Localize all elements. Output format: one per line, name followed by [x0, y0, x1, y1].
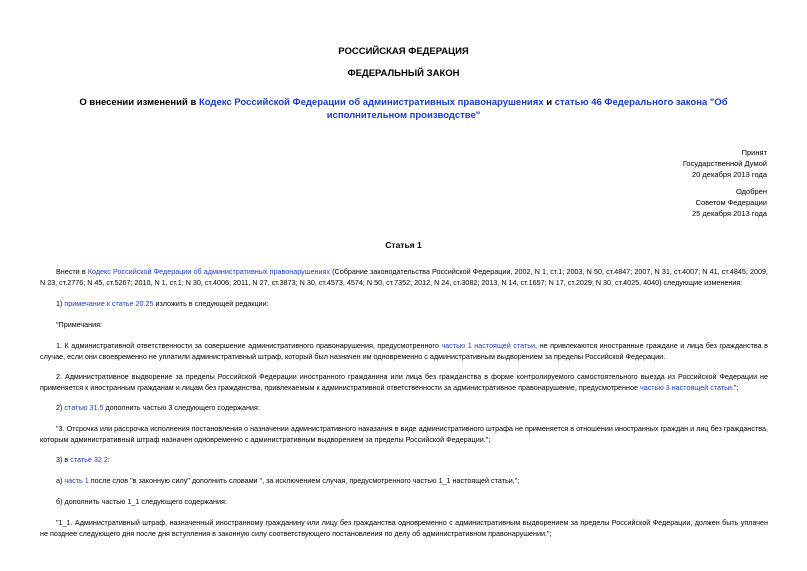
article-32-2-link[interactable]: статье 32.2	[70, 455, 108, 464]
country-heading: РОССИЙСКАЯ ФЕДЕРАЦИЯ	[338, 46, 469, 57]
intro-prefix: Внести в	[56, 267, 88, 276]
intro-rest: (Собрание законодательства Российской Федерации, 2002, N 1, ст.1; 2003, N 50, ст.4847; 2007, N 31, ст.4007; N 41, ст.4845; 2009, N 23, ст.2776; N 45, ст.5267; 2010, N 1, ст.1; N 30, ст.4006; 2011, N 27, ст.3873; N 30, ст.4573, 4574; N 50, ст.7352; 2012, N 24, ст.3082; 2013, N 14, ст.1657; N 17, ст.2029; N 30, ст.4025, 4040) следующие изменения:	[40, 267, 768, 287]
approved-line-1: Одобрен	[736, 187, 767, 196]
note2-rest: .";	[731, 382, 739, 392]
accepted-line-3: 20 декабря 2013 года	[691, 170, 767, 179]
approved-line-3: 25 декабря 2013 года	[691, 209, 767, 218]
item-2	[40, 403, 768, 414]
law-title	[40, 96, 767, 122]
intro-codex-link[interactable]: Кодекс Российской Федерации об административных правонарушениях	[87, 267, 330, 276]
title-prefix: О внесении изменений в	[79, 97, 199, 108]
part-1-link[interactable]: частью 1 настоящей статьи	[441, 341, 536, 350]
item-3b: б) дополнить частью 1_1 следующего содержания:	[56, 497, 227, 506]
note-1	[40, 341, 768, 362]
notes-heading: "Примечания:	[56, 320, 103, 329]
title-middle: и	[543, 97, 555, 108]
part-3-text: "3. Отсрочка или рассрочка исполнения постановления о назначении административного наказания в виде административного штрафа не применяется в отношении иностранных граждан и лиц без гражданства, которым административный штраф назначен одновременно с административным выдворением за пределы Российской Федерации.";	[40, 424, 768, 444]
part-1-32-2-link[interactable]: часть 1	[64, 476, 89, 485]
item3-prefix: 3) в	[56, 455, 71, 464]
article-46-link[interactable]: статью 46 Федерального закона "Об исполнительном производстве"	[326, 97, 728, 121]
item3a-rest: после слов "в законную силу" дополнить словами ", за исключением случая, предусмотренного частью 1_1 настоящей статьи,";	[88, 476, 520, 485]
article-31-5-link[interactable]: статью 31.5	[64, 403, 104, 412]
note1-rest: , не привлекаются иностранные граждане и лица без гражданства в случае, если они своевременно не уплатили административный штраф, который был назначен им одновременно с административным выдворением за пределы Российской Федерации.	[40, 341, 768, 361]
item1-rest: изложить в следующей редакции:	[153, 299, 269, 308]
item3a-prefix: а)	[56, 476, 65, 485]
adoption-duma	[567, 147, 767, 180]
part-1-1-text: "1_1. Административный штраф, назначенный иностранному гражданину или лицу без гражданства одновременно с административным выдворением за пределы Российской Федерации, должен быть уплачен не позднее следующего дня после дня вступления в законную силу соответствующего постановления по делу об административном правонарушении.";	[40, 518, 768, 538]
approved-line-2: Советом Федерации	[695, 198, 767, 207]
article-heading: Статья 1	[385, 240, 422, 250]
item1-prefix: 1)	[56, 299, 65, 308]
note-20-25-link[interactable]: примечание к статье 20.25	[64, 299, 154, 308]
accepted-line-1: Принят	[741, 148, 767, 157]
article-intro	[40, 267, 768, 288]
item2-rest: дополнить частью 3 следующего содержания:	[103, 403, 260, 412]
accepted-line-2: Государственной Думой	[682, 159, 767, 168]
note-2	[40, 372, 768, 393]
item-3	[40, 455, 768, 466]
item2-prefix: 2)	[56, 403, 65, 412]
item-3a	[40, 476, 768, 487]
item-1	[40, 299, 768, 310]
codex-link[interactable]: Кодекс Российской Федерации об административных правонарушениях	[198, 97, 544, 108]
adoption-federation-council	[567, 186, 767, 219]
part-3-link[interactable]: частью 3 настоящей статьи	[639, 382, 732, 392]
note1-prefix: 1. К административной ответственности за совершение административного правонарушения, предусмотренного	[56, 341, 442, 350]
note2-prefix: 2. Административное выдворение за пределы Российской Федерации иностранного гражданина или лица без гражданства в форме контролируемого самостоятельного выезда из Российской Федерации не применяется к иностранным гражданам и лицам без гражданства, привлекаемым к административной ответственности за административное правонарушение, предусмотренное	[40, 372, 768, 392]
doc-type-heading: ФЕДЕРАЛЬНЫЙ ЗАКОН	[347, 68, 460, 79]
item3-rest: :	[107, 455, 110, 464]
